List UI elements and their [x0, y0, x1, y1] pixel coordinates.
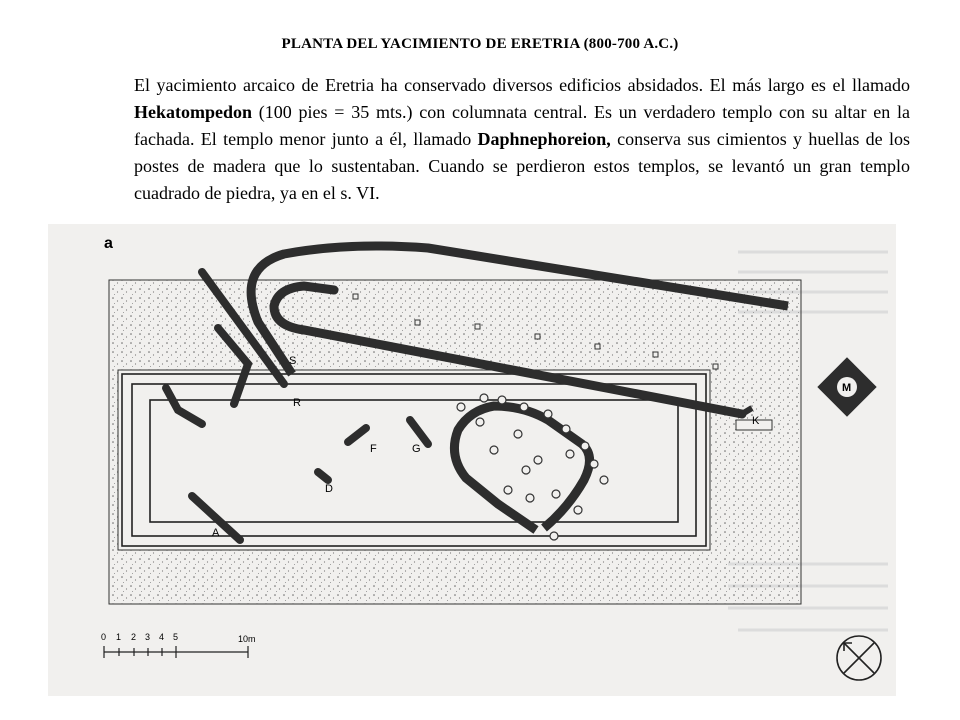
description-paragraph: [134, 72, 910, 207]
label-m: M: [842, 382, 852, 394]
label-k: K: [752, 415, 760, 427]
term-daphnephoreion: Daphnephoreion,: [477, 129, 611, 149]
panel-letter: a: [104, 235, 113, 252]
scale-tick-5: 5: [173, 632, 179, 642]
scale-tick-1: 1: [116, 632, 122, 642]
paragraph-text-2: (100 pies = 35 mts.) con columnata central. Es un verdadero templo con su altar en la fachada. El templo menor junto a él, llamado: [134, 102, 910, 149]
scale-tick-0: 0: [101, 632, 107, 642]
label-a: A: [212, 527, 220, 539]
paragraph-text-3: conserva sus cimientos y huellas de los postes de madera que lo sustentaban. Cuando se perdieron estos templos, se levantó un gran templo cuadrado de piedra, ya en el s. VI.: [134, 129, 910, 203]
label-s: S: [289, 355, 297, 367]
scale-tick-4: 4: [159, 632, 165, 642]
term-hekatompedon: Hekatompedon: [134, 102, 253, 122]
site-plan-drawing: [48, 224, 896, 696]
label-d: D: [325, 483, 333, 495]
label-r: R: [293, 397, 301, 409]
paragraph-text-1: El yacimiento arcaico de Eretria ha conservado diversos edificios absidados. El más largo es el llamado: [134, 75, 910, 95]
label-g: G: [412, 443, 421, 455]
scale-tick-2: 2: [131, 632, 137, 642]
north-arrow-icon: [837, 636, 881, 680]
scale-tick-3: 3: [145, 632, 151, 642]
scale-bar: [101, 632, 256, 658]
label-f: F: [370, 443, 377, 455]
scale-end-label: 10m: [238, 634, 256, 644]
site-plan-image: [48, 224, 896, 696]
slide-title: PLANTA DEL YACIMIENTO DE ERETRIA (800-700 A.C.): [281, 36, 679, 52]
